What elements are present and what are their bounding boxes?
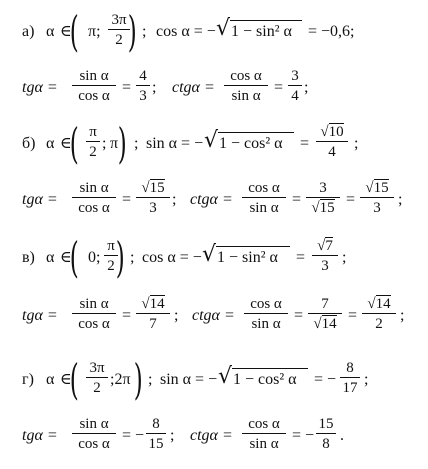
fraction-denominator: sin α: [231, 88, 261, 104]
sin-expression: sin α = −: [160, 371, 218, 388]
element-of-symbol: ∈: [60, 23, 72, 40]
equals-sign: =: [122, 307, 132, 324]
sqrt-radicand: 7: [325, 238, 333, 254]
fraction-numerator: 7: [321, 296, 329, 312]
cos-expression: cos α = −: [142, 249, 202, 266]
fraction-denominator: [306, 200, 340, 216]
part-label-c: в): [22, 249, 35, 266]
fraction-denominator: 3: [321, 258, 329, 274]
fraction-bar: [316, 141, 348, 142]
tg-value-fraction: [136, 296, 170, 332]
equals-sign: =: [300, 135, 310, 152]
ctg-definition-fraction: [224, 68, 268, 104]
fraction-numerator: cos α: [250, 296, 282, 312]
sqrt-radicand: 14: [375, 296, 391, 312]
sqrt-symbol: √: [141, 296, 150, 312]
fraction-denominator: 2: [375, 316, 383, 332]
fraction-denominator: [308, 316, 342, 332]
paren-close: ): [117, 119, 127, 168]
fraction-bar: [362, 313, 396, 314]
sqrt-radicand: 14: [321, 316, 337, 332]
separator: ;: [304, 79, 309, 96]
sqrt-symbol: √: [365, 180, 374, 196]
fraction-bar: [146, 433, 166, 434]
sqrt-overline: [232, 368, 308, 369]
solution-c-line1: [0, 233, 428, 288]
fraction-denominator: 3: [373, 200, 381, 216]
fraction-numerator: 8: [346, 360, 354, 376]
sqrt-content: 1 − cos² α: [233, 371, 297, 388]
tg-definition-fraction: [72, 416, 116, 452]
fraction-numerator: cos α: [230, 68, 262, 84]
fraction-numerator: 3π: [111, 12, 127, 28]
fraction-bar: [288, 85, 302, 86]
tg-definition-fraction: [72, 180, 116, 216]
separator: ;: [400, 307, 405, 324]
sqrt-symbol: √: [367, 296, 376, 312]
sqrt-radicand: 14: [149, 296, 165, 312]
fraction-bar: [136, 197, 170, 198]
element-of-symbol: ∈: [60, 371, 72, 388]
sqrt-symbol: √: [141, 180, 150, 196]
sqrt-content: 1 − cos² α: [219, 135, 283, 152]
equals-sign: = −: [122, 427, 145, 444]
ctg-value2-fraction: [362, 296, 396, 332]
fraction-bar: [108, 29, 130, 30]
solution-d-line1: [0, 355, 428, 410]
fraction-denominator: 2: [107, 258, 115, 274]
fraction-bar: [86, 377, 108, 378]
equals-sign: = −: [314, 371, 337, 388]
tg-label: tgα =: [22, 427, 58, 444]
equals-sign: =: [122, 191, 132, 208]
sqrt-overline: [230, 20, 302, 21]
part-label-a: а): [22, 23, 35, 40]
fraction-bar: [306, 197, 340, 198]
sqrt-content: 1 − sin² α: [217, 249, 278, 266]
equals-sign: =: [294, 307, 304, 324]
tg-definition-fraction: [72, 68, 116, 104]
alpha-symbol: α: [46, 249, 55, 266]
fraction-bar: [312, 255, 338, 256]
separator: ;: [148, 371, 153, 388]
fraction-bar: [224, 85, 268, 86]
fraction-denominator: 2: [89, 144, 97, 160]
element-of-symbol: ∈: [60, 135, 72, 152]
fraction-denominator: 3: [149, 200, 157, 216]
alpha-symbol: α: [46, 371, 55, 388]
sqrt-symbol: √: [313, 316, 322, 332]
fraction-numerator: sin α: [79, 68, 109, 84]
fraction-numerator: [136, 296, 170, 312]
fraction-numerator: 3: [319, 180, 327, 196]
equals-sign: =: [122, 79, 132, 96]
solution-c-line2: [0, 294, 428, 346]
paren-open: (: [69, 233, 79, 282]
interval-start: 0;: [88, 249, 101, 266]
separator: ;: [172, 191, 177, 208]
fraction-denominator: cos α: [78, 200, 110, 216]
equals-sign: =: [348, 307, 358, 324]
fraction-numerator: sin α: [79, 296, 109, 312]
sqrt-symbol: √: [218, 364, 233, 389]
sqrt-radicand: 10: [328, 124, 344, 140]
fraction-numerator: π: [107, 238, 115, 254]
sqrt-symbol: √: [317, 238, 326, 254]
sin-result-fraction: [316, 124, 348, 160]
ctg-definition-fraction: [244, 296, 288, 332]
separator: ;: [134, 135, 139, 152]
paren-close: ): [127, 7, 137, 56]
ctg-label: ctgα =: [190, 427, 233, 444]
fraction-bar: [316, 433, 336, 434]
fraction-numerator: π: [89, 124, 97, 140]
fraction-bar: [360, 197, 394, 198]
tg-value-fraction: [136, 68, 150, 104]
fraction-bar: [72, 85, 116, 86]
ctg-definition-fraction: [242, 180, 286, 216]
fraction-denominator: 8: [322, 436, 330, 452]
fraction-denominator: 4: [328, 144, 336, 160]
tg-label: tgα =: [22, 191, 58, 208]
fraction-bar: [86, 141, 100, 142]
solution-d-line2: [0, 414, 428, 466]
sqrt-symbol: √: [311, 200, 320, 216]
fraction-denominator: 7: [149, 316, 157, 332]
fraction-bar: [136, 313, 170, 314]
fraction-numerator: [360, 180, 394, 196]
element-of-symbol: ∈: [60, 249, 72, 266]
interval-start-fraction: [86, 124, 100, 160]
sqrt-symbol: √: [204, 128, 219, 153]
sqrt-overline: [216, 246, 290, 247]
fraction-numerator: sin α: [79, 180, 109, 196]
fraction-numerator: [316, 124, 348, 140]
fraction-numerator: [312, 238, 338, 254]
ctg-label: ctgα =: [192, 307, 235, 324]
equals-sign: =: [346, 191, 356, 208]
fraction-bar: [72, 197, 116, 198]
fraction-denominator: 15: [148, 436, 164, 452]
sqrt-symbol: √: [202, 242, 217, 267]
fraction-bar: [136, 85, 150, 86]
interval-end-fraction: [108, 12, 130, 48]
paren-close: ): [133, 355, 143, 404]
separator: ;: [130, 249, 135, 266]
tg-label: tgα =: [22, 307, 58, 324]
alpha-symbol: α: [46, 23, 55, 40]
separator: ;: [354, 135, 359, 152]
fraction-denominator: 4: [291, 88, 299, 104]
cos-result-fraction: [312, 238, 338, 274]
fraction-numerator: sin α: [79, 416, 109, 432]
equals-sign: = −: [292, 427, 315, 444]
sqrt-content: 1 − sin² α: [231, 23, 292, 40]
fraction-bar: [340, 377, 360, 378]
sqrt-symbol: √: [216, 16, 231, 41]
fraction-bar: [72, 313, 116, 314]
part-label-d: г): [22, 371, 34, 388]
fraction-numerator: 8: [152, 416, 160, 432]
sqrt-radicand: 15: [149, 180, 165, 196]
ctg-definition-fraction: [242, 416, 286, 452]
ctg-value-fraction: [288, 68, 302, 104]
ctg-value-fraction: [306, 180, 340, 216]
equals-sign: =: [292, 191, 302, 208]
fraction-bar: [242, 433, 286, 434]
solution-b-line2: [0, 178, 428, 230]
separator: ;: [170, 427, 175, 444]
fraction-denominator: 2: [115, 32, 123, 48]
ctg-value2-fraction: [360, 180, 394, 216]
fraction-numerator: 15: [318, 416, 334, 432]
end-period: .: [340, 427, 344, 444]
tg-label: tgα =: [22, 79, 58, 96]
paren-open: (: [69, 7, 79, 56]
separator: ;: [174, 307, 179, 324]
fraction-denominator: cos α: [78, 436, 110, 452]
fraction-denominator: cos α: [78, 316, 110, 332]
equals-sign: =: [296, 249, 306, 266]
fraction-numerator: cos α: [248, 180, 280, 196]
fraction-numerator: [362, 296, 396, 312]
sin-result-fraction: [340, 360, 360, 396]
ctg-label: ctgα =: [172, 79, 215, 96]
interval-start: π;: [88, 23, 101, 40]
fraction-denominator: sin α: [251, 316, 281, 332]
sin-expression: sin α = −: [146, 135, 204, 152]
fraction-numerator: [136, 180, 170, 196]
fraction-denominator: 3: [139, 88, 147, 104]
interval-end: ;2π: [110, 371, 131, 388]
paren-close: ): [115, 233, 125, 282]
separator: ;: [398, 191, 403, 208]
sqrt-symbol: √: [320, 124, 329, 140]
ctg-value-fraction: [316, 416, 336, 452]
sqrt-radicand: 15: [373, 180, 389, 196]
fraction-bar: [308, 313, 342, 314]
fraction-bar: [244, 313, 288, 314]
alpha-symbol: α: [46, 135, 55, 152]
separator: ;: [142, 23, 147, 40]
fraction-denominator: sin α: [249, 436, 279, 452]
separator: ;: [152, 79, 157, 96]
paren-open: (: [69, 119, 79, 168]
fraction-denominator: cos α: [78, 88, 110, 104]
fraction-numerator: 3: [291, 68, 299, 84]
interval-start-fraction: [86, 360, 108, 396]
fraction-denominator: 17: [342, 380, 358, 396]
interval-end: π: [110, 135, 119, 152]
fraction-numerator: 4: [139, 68, 147, 84]
fraction-numerator: cos α: [248, 416, 280, 432]
part-label-b: б): [22, 135, 36, 152]
ctg-label: ctgα =: [190, 191, 233, 208]
tg-definition-fraction: [72, 296, 116, 332]
fraction-denominator: sin α: [249, 200, 279, 216]
tg-value-fraction: [136, 180, 170, 216]
cos-expression: cos α = −: [156, 23, 216, 40]
solution-a-line2: [0, 66, 428, 118]
tg-value-fraction: [146, 416, 166, 452]
sqrt-overline: [218, 132, 294, 133]
cos-result: = −0,6;: [308, 23, 355, 40]
separator: ;: [342, 249, 347, 266]
fraction-denominator: 2: [93, 380, 101, 396]
separator: ;: [364, 371, 369, 388]
solution-b-line1: [0, 119, 428, 174]
paren-open: (: [69, 355, 79, 404]
equals-sign: =: [274, 79, 284, 96]
sqrt-radicand: 15: [319, 200, 335, 216]
solution-a-line1: [0, 7, 428, 62]
interval-separator: ;: [102, 135, 107, 152]
fraction-bar: [72, 433, 116, 434]
ctg-value-fraction: [308, 296, 342, 332]
fraction-numerator: 3π: [89, 360, 105, 376]
fraction-bar: [242, 197, 286, 198]
